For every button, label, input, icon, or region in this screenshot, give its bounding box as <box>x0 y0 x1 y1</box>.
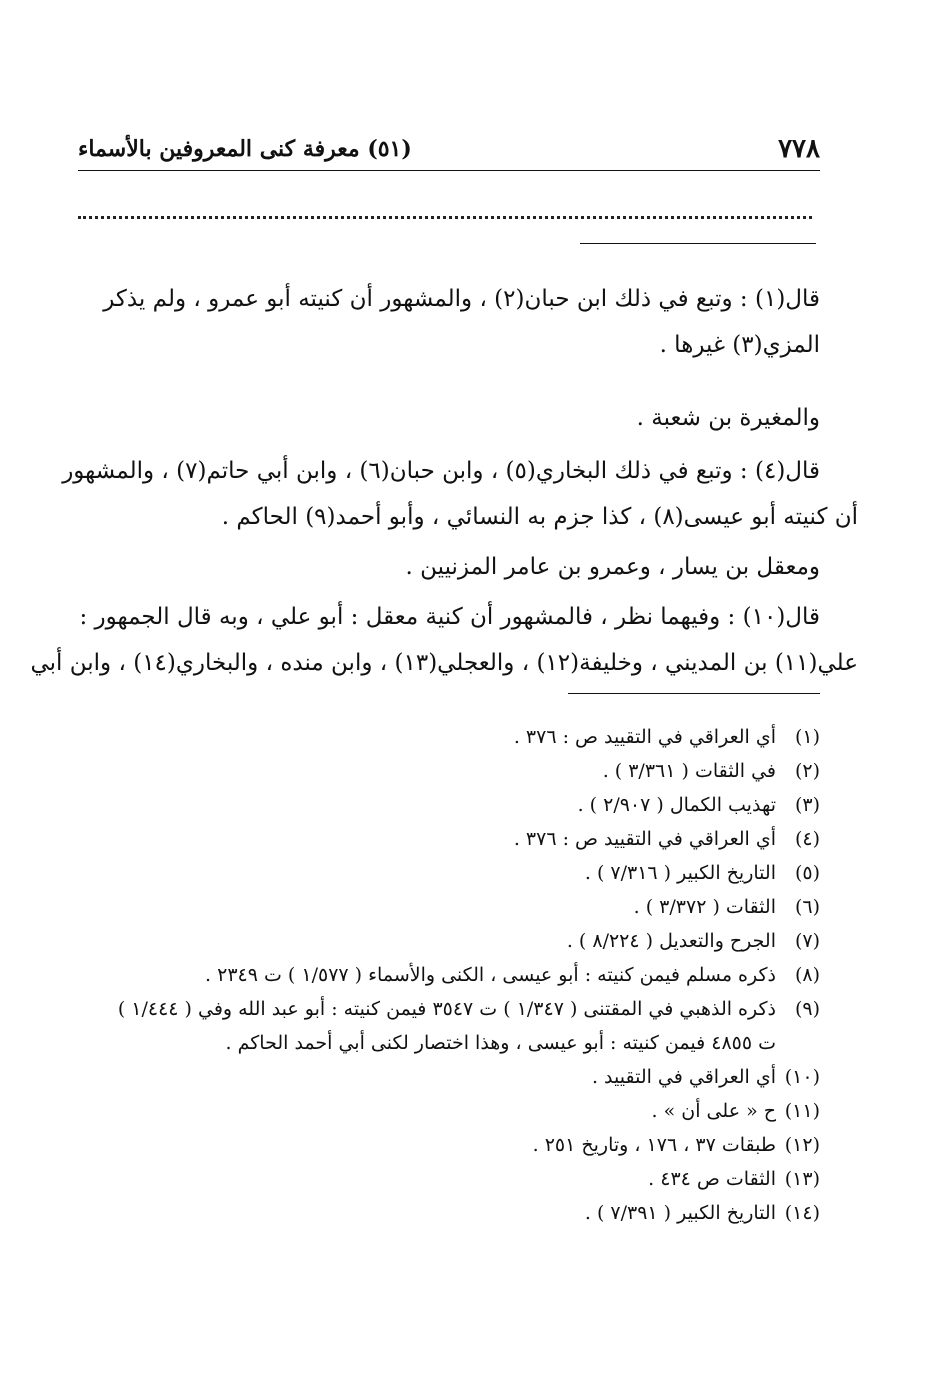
paragraph-4 <box>76 544 858 590</box>
footnote-divider <box>568 693 820 694</box>
footnote-text: ح « على أن » . <box>651 1100 776 1122</box>
text-line: ومعقل بن يسار ، وعمرو بن عامر المزنيين . <box>405 554 820 580</box>
footnote <box>70 822 820 856</box>
footnote-text: ت ٤٨٥٥ فيمن كنيته : أبو عيسى ، وهذا اختصار لكنى أبي أحمد الحاكم . <box>225 1032 776 1054</box>
text-line: قال(٤) : وتبع في ذلك البخاري(٥) ، وابن حبان(٦) ، وابن أبي حاتم(٧) ، والمشهور <box>62 458 820 484</box>
footnote <box>70 992 820 1026</box>
footnote <box>70 754 820 788</box>
page-number: ٧٧٨ <box>778 134 820 164</box>
running-title: (٥١) معرفة كنى المعروفين بالأسماء <box>78 136 412 162</box>
footnote-number: (١٤) <box>784 1202 820 1224</box>
footnote-text: أي العراقي في التقييد ص : ٣٧٦ . <box>513 828 776 850</box>
footnote <box>70 720 820 754</box>
footnote-text: تهذيب الكمال ( ٢/٩٠٧ ) . <box>577 794 776 816</box>
footnote <box>70 1128 820 1162</box>
footnote <box>70 1094 820 1128</box>
footnote <box>70 1162 820 1196</box>
footnote-number: (٥) <box>794 862 820 884</box>
footnote-number: (١) <box>794 726 820 748</box>
footnote-text: أي العراقي في التقييد ص : ٣٧٦ . <box>513 726 776 748</box>
footnote <box>70 1196 820 1230</box>
footnote <box>70 890 820 924</box>
footnote-number: (١٢) <box>784 1134 820 1156</box>
footnote <box>70 1060 820 1094</box>
text-line: المزي(٣) غيرها . <box>659 332 820 358</box>
footnote-text: أي العراقي في التقييد . <box>591 1066 776 1088</box>
paragraph-1 <box>76 276 858 368</box>
page-header <box>78 128 820 171</box>
footnote-text: في الثقات ( ٣/٣٦١ ) . <box>602 760 776 782</box>
footnote-text: التاريخ الكبير ( ٧/٣٩١ ) . <box>584 1202 776 1224</box>
section-divider <box>580 243 816 244</box>
footnote-number: (١١) <box>784 1100 820 1122</box>
paragraph-5 <box>30 594 858 686</box>
footnote-number: (٩) <box>794 998 820 1020</box>
footnote-text: ذكره مسلم فيمن كنيته : أبو عيسى ، الكنى والأسماء ( ١/٥٧٧ ) ت ٢٣٤٩ . <box>205 964 776 986</box>
ellipsis-divider <box>78 198 812 219</box>
text-line: والمغيرة بن شعبة . <box>636 405 820 431</box>
text-line: أن كنيته أبو عيسى(٨) ، كذا جزم به النسائي ، وأبو أحمد(٩) الحاكم . <box>221 504 858 530</box>
footnote-text: الجرح والتعديل ( ٨/٢٢٤ ) . <box>566 930 776 952</box>
footnote-number: (٦) <box>794 896 820 918</box>
footnote-number: (١٣) <box>784 1168 820 1190</box>
paragraph-2 <box>76 395 858 441</box>
footnote-number: (٧) <box>794 930 820 952</box>
footnote-text: التاريخ الكبير ( ٧/٣١٦ ) . <box>584 862 776 884</box>
footnote-text: ذكره الذهبي في المقتنى ( ١/٣٤٧ ) ت ٣٥٤٧ فيمن كنيته : أبو عبد الله وفي ( ١/٤٤٤ ) <box>117 998 776 1020</box>
footnote-text: الثقات ( ٣/٣٧٢ ) . <box>633 896 776 918</box>
footnote <box>70 924 820 958</box>
footnote-number: (٢) <box>794 760 820 782</box>
footnote-text: طبقات ٣٧ ، ١٧٦ ، وتاريخ ٢٥١ . <box>532 1134 776 1156</box>
text-line: قال(١٠) : وفيهما نظر ، فالمشهور أن كنية معقل : أبو علي ، وبه قال الجمهور : <box>79 604 820 630</box>
footnote-text: الثقات ص ٤٣٤ . <box>648 1168 776 1190</box>
footnote-number: (١٠) <box>784 1066 820 1088</box>
footnotes-list <box>70 720 820 1230</box>
footnote <box>70 856 820 890</box>
footnote-number: (٨) <box>794 964 820 986</box>
paragraph-3 <box>62 448 858 540</box>
footnote <box>70 958 820 992</box>
footnote-number: (٣) <box>794 794 820 816</box>
footnote-continuation <box>70 1026 820 1060</box>
text-line: علي(١١) بن المديني ، وخليفة(١٢) ، والعجلي(١٣) ، وابن منده ، والبخاري(١٤) ، وابن أبي <box>30 650 858 676</box>
footnote-number: (٤) <box>794 828 820 850</box>
footnote <box>70 788 820 822</box>
text-line: قال(١) : وتبع في ذلك ابن حبان(٢) ، والمشهور أن كنيته أبو عمرو ، ولم يذكر <box>103 286 820 312</box>
